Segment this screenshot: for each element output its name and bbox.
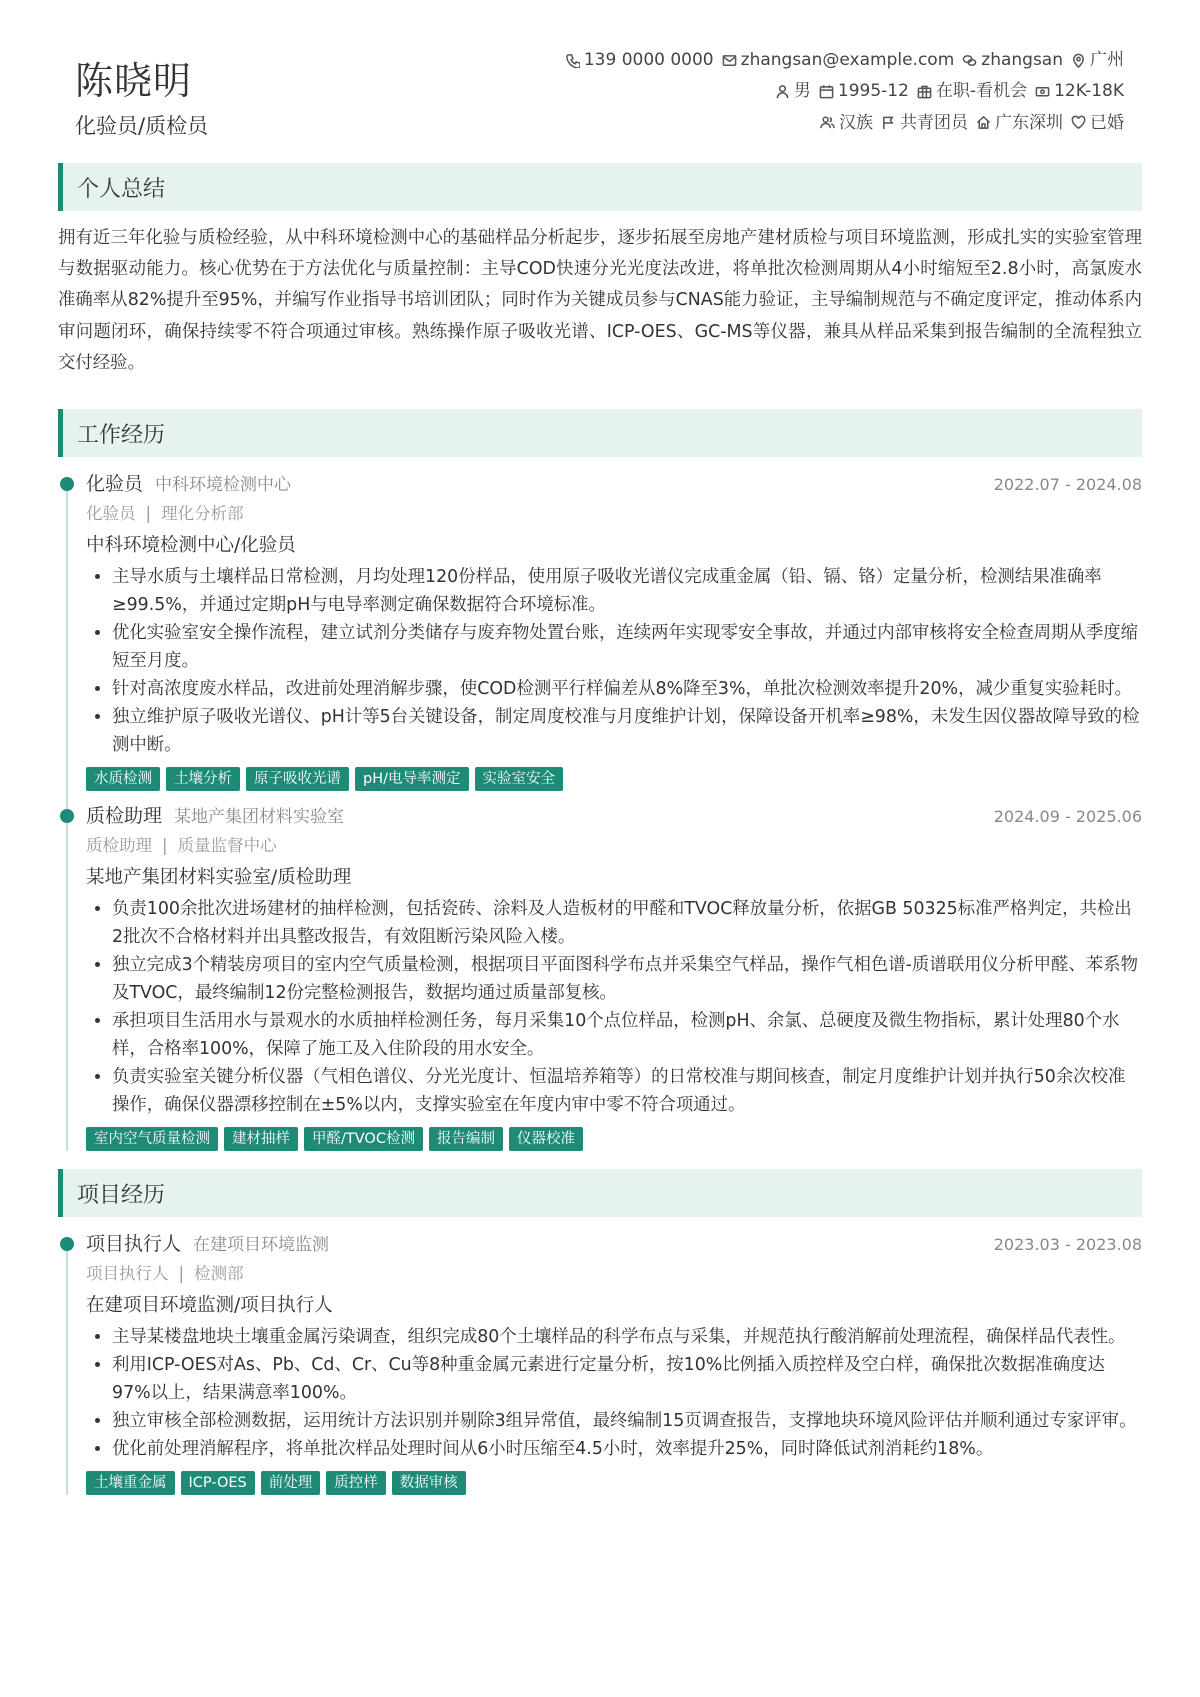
skill-tag: ICP-OES (181, 1471, 255, 1495)
timeline-entry (86, 1229, 1142, 1495)
section-project-header (58, 1169, 1142, 1217)
entry-role-org (86, 801, 344, 828)
entry-date: 2023.03 - 2023.08 (993, 1235, 1142, 1255)
contact-item (917, 77, 1027, 106)
skill-tag: 原子吸收光谱 (246, 767, 349, 791)
job-title: 化验员/质检员 (75, 114, 209, 138)
section-work-header (58, 409, 1142, 457)
entry-sub-role: 质检助理 (86, 836, 152, 856)
skill-tag: 前处理 (261, 1471, 321, 1495)
entry-role-org (86, 1229, 329, 1256)
entry-department: 质量监督中心 (177, 836, 277, 856)
contact-row (557, 46, 1124, 77)
entry-sub-role: 化验员 (86, 504, 136, 524)
contact-text: 已婚 (1090, 112, 1124, 133)
timeline-dot (60, 477, 74, 491)
timeline-entry (86, 801, 1142, 1151)
bullet-item: • 负责实验室关键分析仪器（气相色谱仪、分光光度计、恒温培养箱等）的日常校准与期间核查，制定月度维护计划并执行50余次校准操作，确保仪器漂移控制在±5%以内，支撑实验室在年度内审中零不符合项通过。 (112, 1063, 1142, 1119)
people-icon (820, 115, 839, 130)
wechat-icon (962, 53, 981, 68)
money-icon (1035, 84, 1054, 99)
skill-tag: 建材抽样 (224, 1127, 298, 1151)
contact-text: 1995-12 (837, 81, 909, 102)
skill-tag: 质控样 (326, 1471, 386, 1495)
contact-text: zhangsan (981, 50, 1063, 70)
entry-subline (86, 499, 1142, 529)
contact-row (557, 77, 1124, 108)
bullet-item: • 主导某楼盘地块土壤重金属污染调查，组织完成80个土壤样品的科学布点与采集，并规范执行酸消解前处理流程，确保样品代表性。 (112, 1323, 1142, 1351)
summary-text: 拥有近三年化验与质检经验，从中科环境检测中心的基础样品分析起步，逐步拓展至房地产建材质检与项目环境监测，形成扎实的实验室管理与数据驱动能力。核心优势在于方法优化与质量控制：主导COD快速分光光度法改进，将单批次检测周期从4小时缩短至2.8小时，高氯废水准确率从82%提升至95%，并编写作业指导书培训团队；同时作为关键成员参与CNAS能力验证，主导编制规范与不确定度评定，推动体系内审问题闭环，确保持续零不符合项通过审核。熟练操作原子吸收光谱、ICP-OES、GC-MS等仪器，兼具从样品采集到报告编制的全流程独立交付经验。 (58, 228, 1142, 373)
candidate-name: 陈晓明 (75, 59, 193, 103)
entry-subline (86, 1259, 1142, 1289)
contact-text: 广东深圳 (995, 112, 1063, 133)
bullet-item: • 独立维护原子吸收光谱仪、pH计等5台关键设备，制定周度校准与月度维护计划，保障设备开机率≥98%，未发生因仪器故障导致的检测中断。 (112, 703, 1142, 759)
entry-header (86, 469, 1142, 499)
entry-org: 中科环境检测中心 (155, 475, 292, 496)
skill-tag: pH/电导率测定 (355, 767, 469, 791)
bullet-item: • 承担项目生活用水与景观水的水质抽样检测任务，每月采集10个点位样品，检测pH、余氯、总硬度及微生物指标，累计处理80个水样，合格率100%，保障了施工及入住阶段的用水安全。 (112, 1007, 1142, 1063)
entry-org: 在建项目环境监测 (193, 1235, 330, 1256)
bullet-item: • 主导水质与土壤样品日常检测，月均处理120份样品，使用原子吸收光谱仪完成重金属（铅、镉、铬）定量分析，检测结果准确率≥99.5%，并通过定期pH与电导率测定确保数据符合环境标准。 (112, 563, 1142, 619)
project-timeline (58, 1229, 1142, 1495)
entry-org-role: 在建项目环境监测/项目执行人 (86, 1295, 333, 1317)
entry-bullets (86, 563, 1142, 759)
location-icon (1071, 53, 1090, 68)
contact-text: 12K-18K (1054, 81, 1124, 102)
contact-text: 广州 (1090, 50, 1124, 70)
contact-text: zhangsan@example.com (740, 50, 955, 70)
entry-org-role: 中科环境检测中心/化验员 (86, 535, 296, 557)
entry-bullets (86, 895, 1142, 1119)
skill-tag: 报告编制 (429, 1127, 503, 1151)
work-timeline (58, 469, 1142, 1151)
skill-tags (86, 767, 1142, 791)
skill-tag: 甲醛/TVOC检测 (304, 1127, 423, 1151)
entry-role-org (86, 469, 291, 496)
mail-icon (722, 53, 741, 68)
section-title: 项目经历 (77, 1182, 166, 1208)
entry-header (86, 801, 1142, 831)
contact-item (1071, 109, 1124, 138)
contact-item (962, 46, 1063, 75)
calendar-icon (819, 84, 838, 99)
bullet-item: • 针对高浓度废水样品，改进前处理消解步骤，使COD检测平行样偏差从8%降至3%，单批次检测效率提升20%，减少重复实验耗时。 (112, 675, 1142, 703)
separator: | (162, 836, 168, 856)
entry-role: 质检助理 (86, 805, 163, 828)
contact-row (557, 109, 1124, 140)
timeline-dot (60, 809, 74, 823)
contact-item (976, 109, 1063, 138)
entry-org: 某地产集团材料实验室 (174, 807, 345, 828)
skill-tag: 水质检测 (86, 767, 160, 791)
bullet-item: • 优化实验室安全操作流程，建立试剂分类储存与废弃物处置台账，连续两年实现零安全事故，并通过内部审核将安全检查周期从季度缩短至月度。 (112, 619, 1142, 675)
bullet-item: • 独立完成3个精装房项目的室内空气质量检测，根据项目平面图科学布点并采集空气样品，操作气相色谱-质谱联用仪分析甲醛、苯系物及TVOC，最终编制12份完整检测报告，数据均通过质量部复核。 (112, 951, 1142, 1007)
contact-text: 共青团员 (900, 112, 968, 133)
contact-text: 汉族 (839, 112, 873, 133)
skill-tag: 土壤重金属 (86, 1471, 175, 1495)
timeline-dot (60, 1237, 74, 1251)
skill-tags (86, 1471, 1142, 1495)
separator: | (145, 504, 152, 524)
separator: | (178, 1264, 185, 1284)
bullet-item: • 利用ICP-OES对As、Pb、Cd、Cr、Cu等8种重金属元素进行定量分析，按10%比例插入质控样及空白样，确保批次数据准确度达97%以上，结果满意率100%。 (112, 1351, 1142, 1407)
contact-item (881, 109, 968, 138)
timeline-entry (86, 469, 1142, 791)
phone-icon (565, 53, 584, 68)
contact-text: 在职-看机会 (935, 81, 1028, 102)
entry-role: 项目执行人 (86, 1233, 182, 1256)
contact-item (1071, 46, 1124, 75)
section-title: 个人总结 (77, 176, 166, 202)
entry-date: 2024.09 - 2025.06 (993, 807, 1142, 827)
entry-department: 理化分析部 (161, 504, 244, 524)
entry-subline (86, 831, 1142, 861)
section-title: 工作经历 (77, 422, 166, 448)
entry-header (86, 1229, 1142, 1259)
contact-text: 男 (793, 81, 811, 102)
entry-bullets (86, 1323, 1142, 1463)
home-icon (976, 115, 995, 130)
contact-item (722, 46, 955, 75)
skill-tags (86, 1127, 1142, 1151)
skill-tag: 仪器校准 (509, 1127, 583, 1151)
entry-sub-role: 项目执行人 (86, 1264, 169, 1284)
contact-text: 139 0000 0000 (583, 50, 714, 70)
skill-tag: 实验室安全 (475, 767, 564, 791)
skill-tag: 数据审核 (392, 1471, 466, 1495)
bullet-item: • 负责100余批次进场建材的抽样检测，包括瓷砖、涂料及人造板材的甲醛和TVOC释放量分析，依据GB 50325标准严格判定，共检出2批次不合格材料并出具整改报告，有效阻断污染风险入楼。 (112, 895, 1142, 951)
bullet-item: • 优化前处理消解程序，将单批次样品处理时间从6小时压缩至4.5小时，效率提升25%，同时降低试剂消耗约18%。 (112, 1435, 1142, 1463)
flag-icon (881, 115, 900, 130)
contact-item (1035, 77, 1124, 106)
resume-header (58, 0, 1142, 155)
bullet-item: • 独立审核全部检测数据，运用统计方法识别并剔除3组异常值，最终编制15页调查报告，支撑地块环境风险评估并顺利通过专家评审。 (112, 1407, 1142, 1435)
contact-item (819, 77, 909, 106)
section-summary-header (58, 163, 1142, 211)
briefcase-icon (917, 84, 936, 99)
entry-department: 检测部 (194, 1264, 244, 1284)
contact-item (820, 109, 873, 138)
skill-tag: 室内空气质量检测 (86, 1127, 218, 1151)
contact-info (557, 46, 1124, 140)
entry-date: 2022.07 - 2024.08 (993, 475, 1142, 495)
skill-tag: 土壤分析 (166, 767, 240, 791)
contact-item (565, 46, 714, 75)
contact-item (775, 77, 811, 106)
entry-role: 化验员 (86, 473, 144, 496)
heart-icon (1071, 115, 1090, 130)
entry-org-role: 某地产集团材料实验室/质检助理 (86, 867, 352, 889)
user-icon (775, 84, 794, 99)
